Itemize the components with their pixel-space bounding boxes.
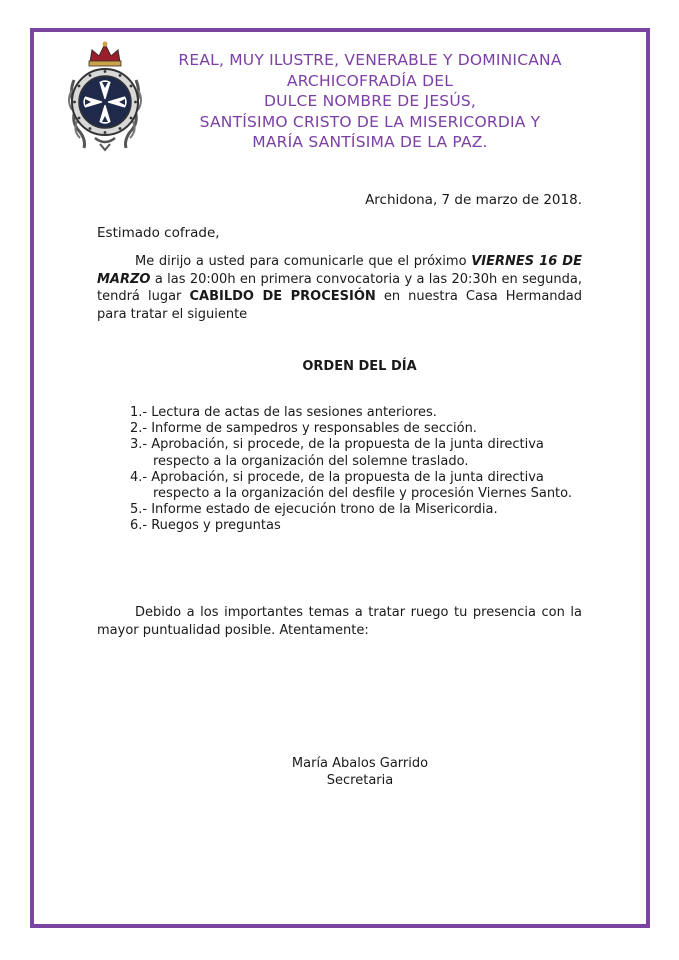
agenda-item-continuation: respecto a la organización del solemne traslado. [153, 453, 469, 469]
intro-text-1: Me dirijo a usted para comunicarle que el próximo [135, 254, 472, 269]
agenda-item: 4.- Aprobación, si procede, de la propuesta de la junta directiva [130, 469, 544, 485]
closing-paragraph [97, 604, 582, 639]
meeting-name: CABILDO DE PROCESIÓN [189, 289, 376, 304]
letter-date: Archidona, 7 de marzo de 2018. [365, 192, 582, 208]
signer-name: María Abalos Garrido [291, 756, 429, 771]
signature-block [260, 755, 460, 789]
agenda-item: 6.- Ruegos y preguntas [130, 518, 281, 534]
agenda-title: ORDEN DEL DÍA [302, 359, 417, 374]
salutation: Estimado cofrade, [97, 225, 220, 241]
agenda-item-continuation: respecto a la organización del desfile y procesión Viernes Santo. [153, 486, 573, 502]
agenda-item: 3.- Aprobación, si procede, de la propuesta de la junta directiva [130, 437, 544, 453]
coat-of-arms-crest-icon [62, 40, 148, 152]
heading-line-3: DULCE NOMBRE DE JESÚS, [263, 92, 477, 110]
agenda-item: 2.- Informe de sampedros y responsables de sección. [130, 421, 477, 437]
heading-line-4: SANTÍSIMO CRISTO DE LA MISERICORDIA Y [199, 112, 541, 131]
intro-text-2: a las 20:00h en primera convocatoria y a las 20:30h en segunda, tendrá lugar [97, 271, 582, 304]
agenda-item: 5.- Informe estado de ejecución trono de la Misericordia. [130, 502, 498, 518]
intro-paragraph [97, 253, 582, 323]
agenda-item: 1.- Lectura de actas de las sesiones anteriores. [130, 405, 437, 420]
closing-text: Debido a los importantes temas a tratar ruego tu presencia con la mayor puntualidad posible. Atentamente: [97, 605, 582, 638]
agenda-list [130, 405, 572, 535]
meeting-date: VIERNES 16 DE MARZO [97, 254, 582, 287]
brotherhood-heading [160, 50, 580, 153]
intro-text-3: en nuestra Casa Hermandad para tratar el siguiente [97, 289, 583, 322]
signer-title: Secretaria [326, 773, 394, 788]
heading-line-2: ARCHICOFRADÍA DEL [286, 71, 454, 90]
heading-line-1: REAL, MUY ILUSTRE, VENERABLE Y DOMINICANA [178, 51, 562, 69]
heading-line-5: MARÍA SANTÍSIMA DE LA PAZ. [252, 133, 488, 151]
